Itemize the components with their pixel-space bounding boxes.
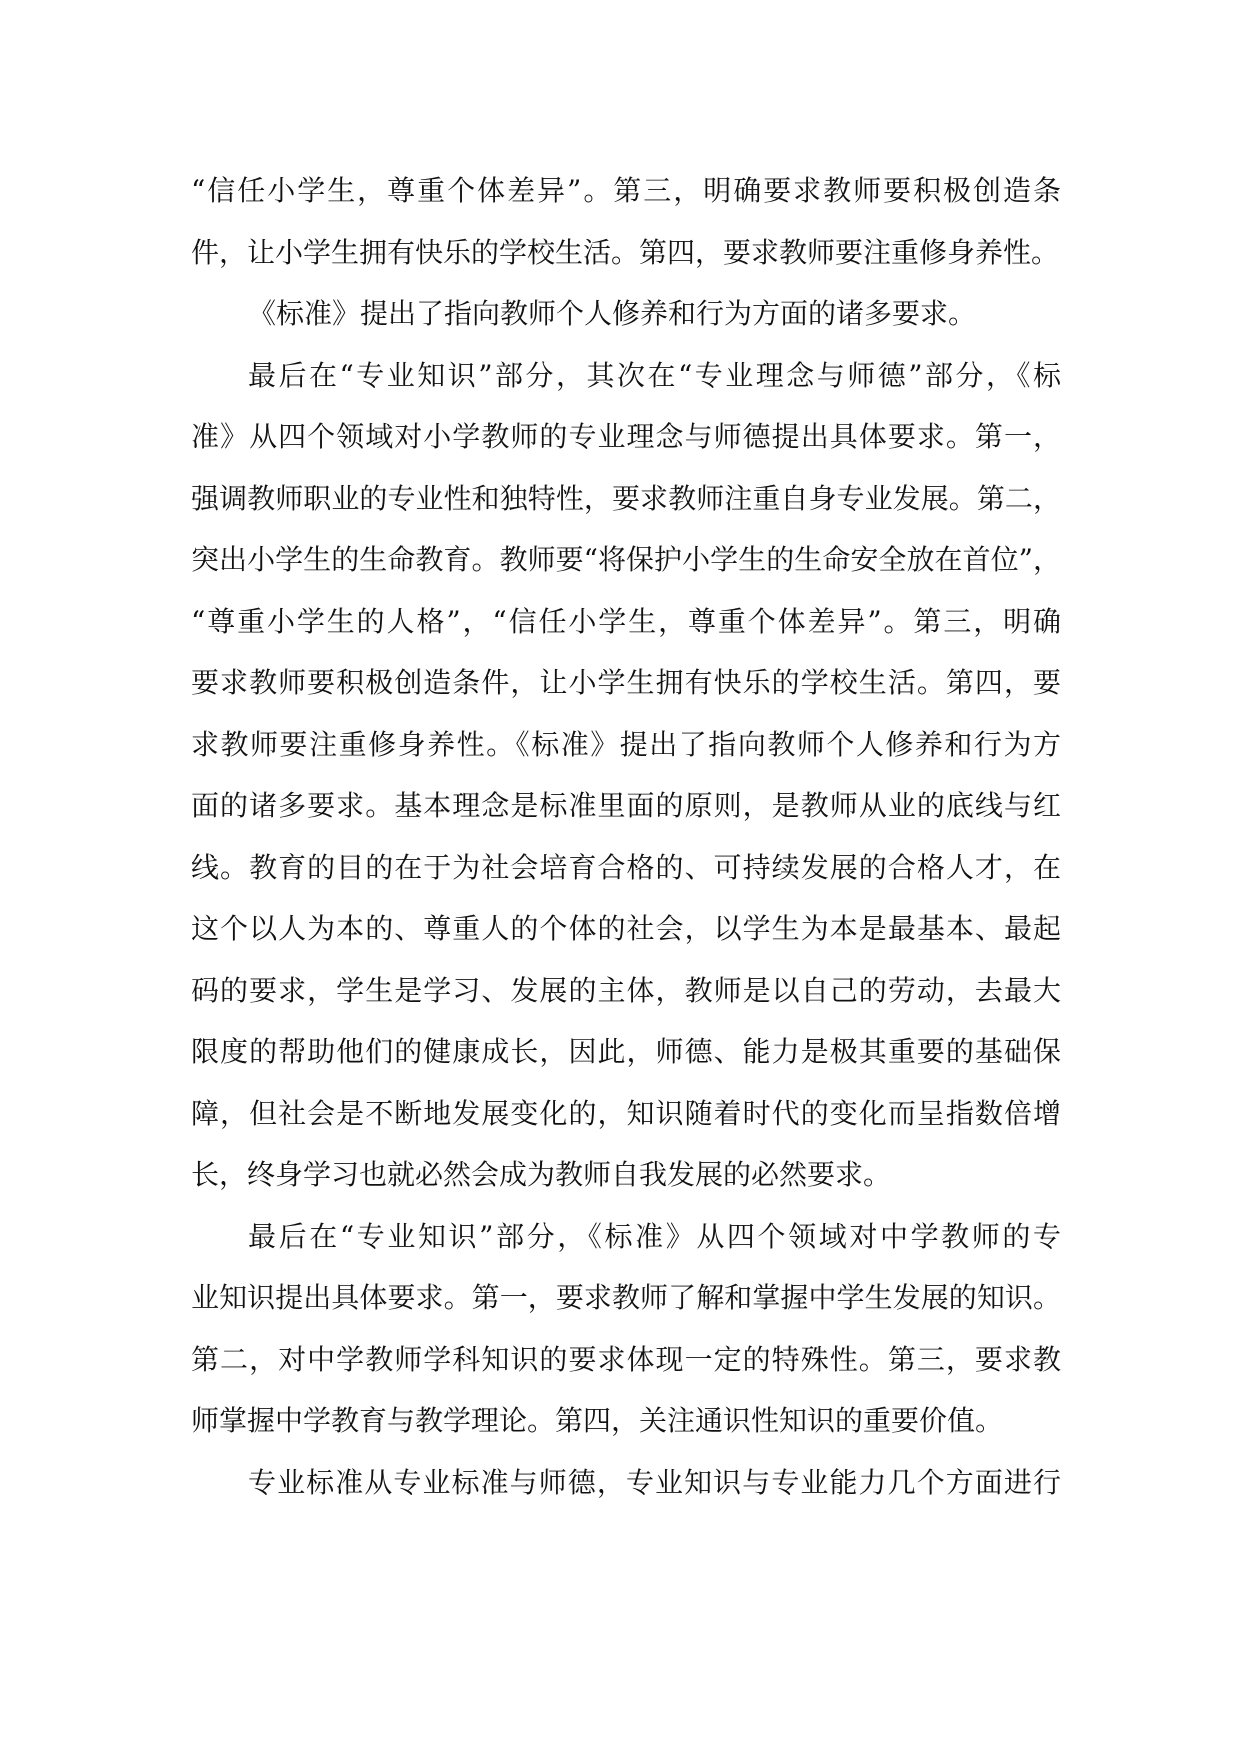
text-line: 码的要求，学生是学习、发展的主体，教师是以自己的劳动，去最大: [191, 973, 1061, 1007]
text-line: “信任小学生，尊重个体差异”。第三，明确要求教师要积极创造条: [191, 174, 1061, 207]
text-line: 师掌握中学教育与教学理论。第四，关注通识性知识的重要价值。: [191, 1404, 1004, 1437]
text-line: 《标准》提出了指向教师个人修养和行为方面的诸多要求。: [248, 297, 977, 330]
text-line: 最后在“专业知识”部分，《标准》从四个领域对中学教师的专: [248, 1219, 1061, 1253]
text-line: 限度的帮助他们的健康成长，因此，师德、能力是极其重要的基础保: [191, 1035, 1061, 1068]
text-line: 准》从四个领域对小学教师的专业理念与师德提出具体要求。第一，: [191, 420, 1061, 453]
text-line: 要求教师要积极创造条件，让小学生拥有快乐的学校生活。第四，要: [191, 666, 1061, 699]
text-line: 第二，对中学教师学科知识的要求体现一定的特殊性。第三，要求教: [191, 1342, 1061, 1376]
document-body: [191, 160, 1061, 1513]
text-line: 专业标准从专业标准与师德，专业知识与专业能力几个方面进行: [248, 1465, 1061, 1499]
text-line: 最后在“专业知识”部分，其次在“专业理念与师德”部分，《标: [248, 358, 1061, 392]
text-line: 强调教师职业的专业性和独特性，要求教师注重自身专业发展。第二，: [191, 481, 1061, 515]
text-line: 这个以人为本的、尊重人的个体的社会，以学生为本是最基本、最起: [191, 912, 1061, 945]
text-line: 线。教育的目的在于为社会培育合格的、可持续发展的合格人才，在: [191, 850, 1061, 884]
text-line: 障，但社会是不断地发展变化的，知识随着时代的变化而呈指数倍增: [191, 1096, 1061, 1130]
text-line: 求教师要注重修身养性。《标准》提出了指向教师个人修养和行为方: [191, 727, 1061, 761]
text-line: 面的诸多要求。基本理念是标准里面的原则，是教师从业的底线与红: [191, 789, 1061, 822]
text-line: “尊重小学生的人格”，“信任小学生，尊重个体差异”。第三，明确: [191, 604, 1061, 638]
text-line: 突出小学生的生命教育。教师要“将保护小学生的生命安全放在首位”，: [191, 543, 1061, 576]
text-line: 业知识提出具体要求。第一，要求教师了解和掌握中学生发展的知识。: [191, 1281, 1061, 1314]
text-line: 件，让小学生拥有快乐的学校生活。第四，要求教师要注重修身养性。: [191, 235, 1060, 269]
text-line: 长，终身学习也就必然会成为教师自我发展的必然要求。: [191, 1158, 892, 1191]
